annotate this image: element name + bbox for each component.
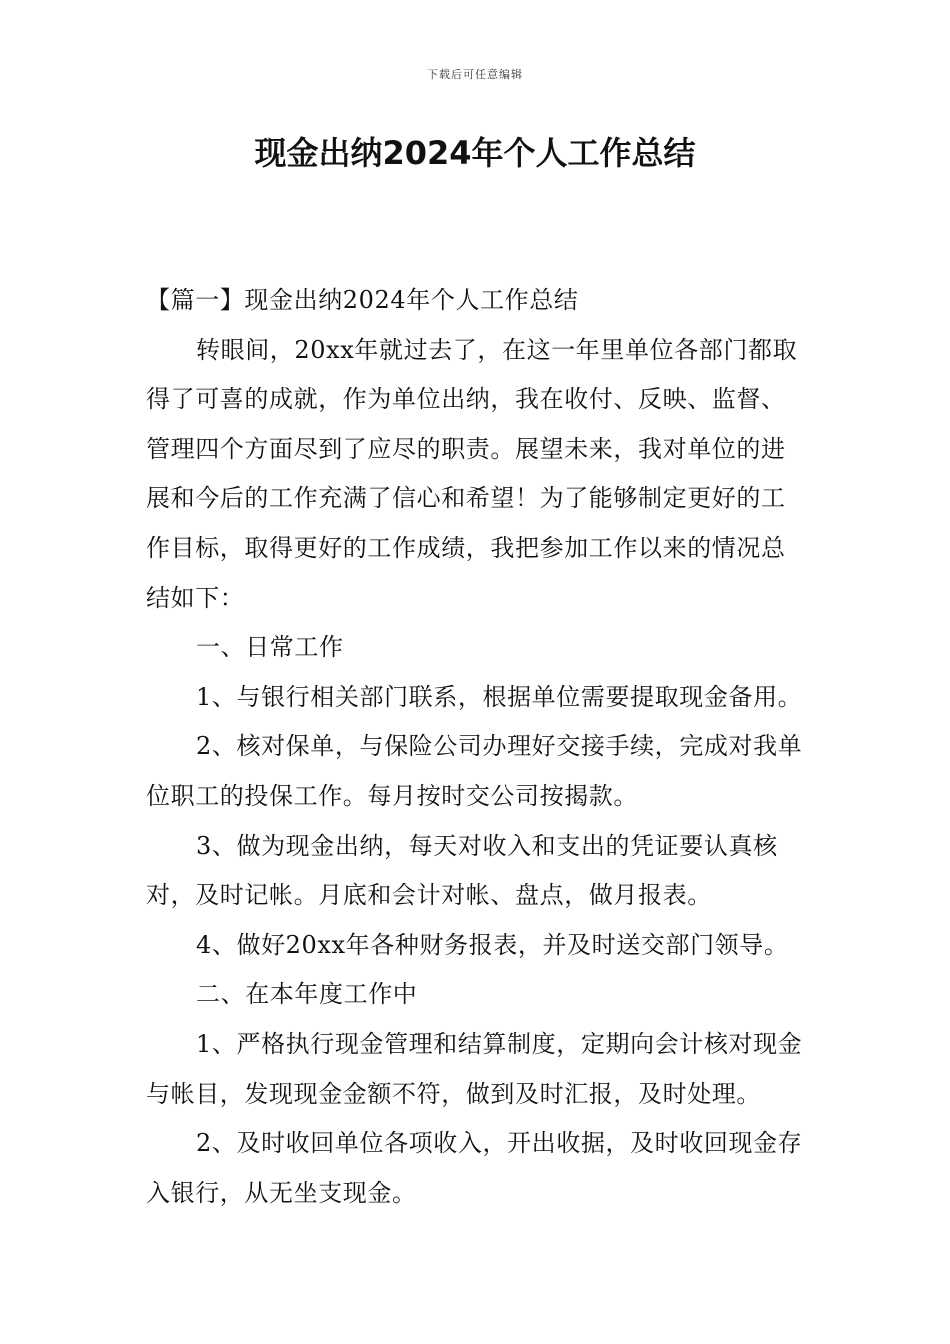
subheading-annual-work: 二、在本年度工作中 [196,980,418,1009]
paragraph-item: 1、与银行相关部门联系，根据单位需要提取现金备用。 [196,682,803,711]
paragraph-item: 1、严格执行现金管理和结算制度，定期向会计核对现金与帐目，发现现金金额不符，做到及时汇报，及时处理。 [146,1029,803,1108]
section-heading: 【篇一】现金出纳2024年个人工作总结 [146,286,579,314]
subheading-daily-work: 一、日常工作 [196,633,344,662]
paragraph-intro: 转眼间，20xx年就过去了，在这一年里单位各部门都取得了可喜的成就，作为单位出纳，我在收付、反映、监督、管理四个方面尽到了应尽的职责。展望未来，我对单位的进展和今后的工作充满了信心和希望！为了能够制定更好的工作目标，取得更好的工作成绩，我把参加工作以来的情况总结如下： [146,335,798,612]
document-title: 现金出纳2024年个人工作总结 [254,134,696,172]
document-body [146,276,810,1218]
paragraph-item: 3、做为现金出纳，每天对收入和支出的凭证要认真核对，及时记帐。月底和会计对帐、盘点，做月报表。 [146,831,778,910]
header-note: 下载后可任意编辑 [427,68,523,81]
paragraph-item: 2、及时收回单位各项收入，开出收据，及时收回现金存入银行，从无坐支现金。 [146,1129,803,1207]
paragraph-item: 4、做好20xx年各种财务报表，并及时送交部门领导。 [196,930,789,959]
paragraph-item: 2、核对保单，与保险公司办理好交接手续，完成对我单位职工的投保工作。每月按时交公司按揭款。 [146,732,803,810]
